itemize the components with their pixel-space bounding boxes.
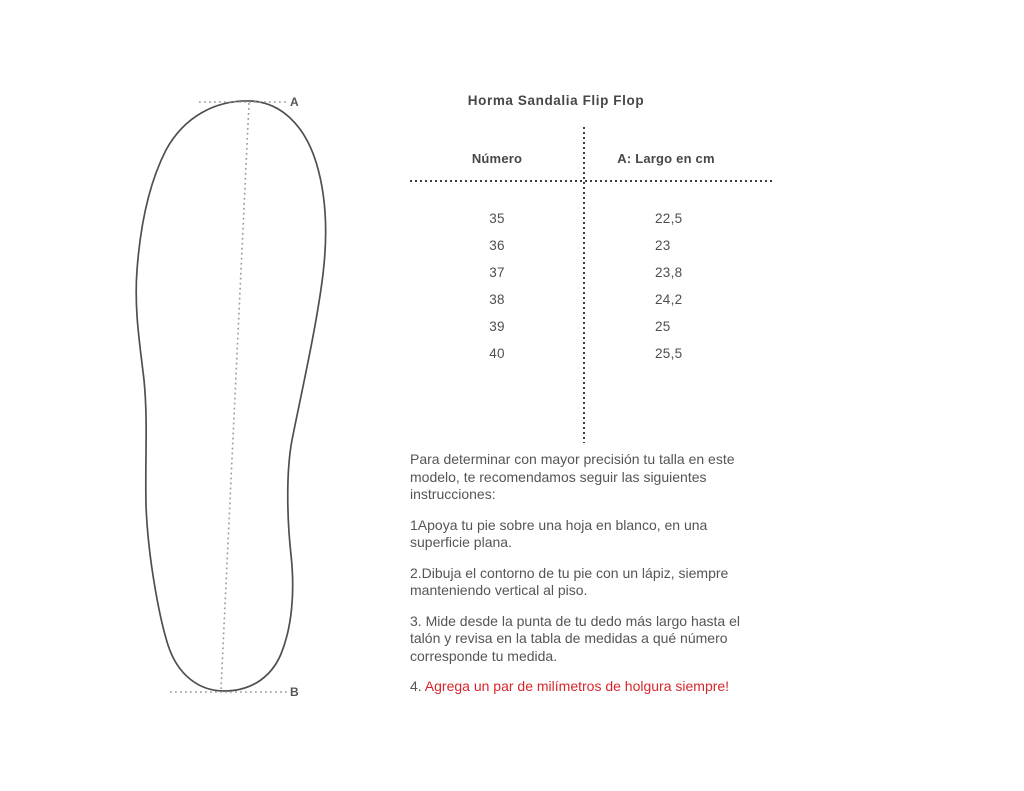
table-title: Horma Sandalia Flip Flop <box>467 93 645 108</box>
length-cm-cell: 24,2 <box>655 292 683 307</box>
size-table-rows <box>408 205 772 367</box>
instructions-intro: Para determinar con mayor precisión tu talla en este modelo, te recomendamos seguir las siguientes instrucciones: <box>410 451 735 502</box>
table-row <box>408 286 772 313</box>
table-row <box>408 259 772 286</box>
foot-outline-diagram <box>100 80 350 720</box>
size-number-cell: 38 <box>489 292 505 307</box>
length-cm-cell: 22,5 <box>655 211 683 226</box>
instruction-step: 1Apoya tu pie sobre una hoja en blanco, en una superficie plana. <box>410 516 708 550</box>
length-cm-cell: 25,5 <box>655 346 683 361</box>
instruction-step: 3. Mide desde la punta de tu dedo más largo hasta el talón y revisa en la tabla de medidas a qué número corresponde tu medida. <box>410 612 740 664</box>
size-number-cell: 39 <box>489 319 505 334</box>
point-label-a: A <box>290 95 299 109</box>
length-cm-cell: 25 <box>655 319 671 334</box>
size-number-cell: 40 <box>489 346 505 361</box>
measure-line-a-b <box>221 103 249 689</box>
table-row <box>408 313 772 340</box>
column-header-largo: A: Largo en cm <box>617 151 715 166</box>
final-step-highlight: Agrega un par de milímetros de holgura siempre! <box>424 678 730 694</box>
table-header-divider <box>410 180 772 182</box>
table-row <box>408 340 772 367</box>
point-label-b: B <box>290 685 299 699</box>
length-cm-cell: 23,8 <box>655 265 683 280</box>
instruction-step-final <box>410 678 768 696</box>
length-cm-cell: 23 <box>655 238 671 253</box>
foot-outline-path <box>136 101 325 691</box>
size-number-cell: 37 <box>489 265 505 280</box>
instruction-steps <box>410 517 768 666</box>
column-header-numero: Número <box>471 151 523 166</box>
table-row <box>408 232 772 259</box>
instructions-block <box>410 451 768 709</box>
table-row <box>408 205 772 232</box>
size-number-cell: 36 <box>489 238 505 253</box>
size-number-cell: 35 <box>489 211 505 226</box>
final-step-prefix: 4. <box>410 678 425 694</box>
instruction-step: 2.Dibuja el contorno de tu pie con un lápiz, siempre manteniendo vertical al piso. <box>410 564 729 598</box>
